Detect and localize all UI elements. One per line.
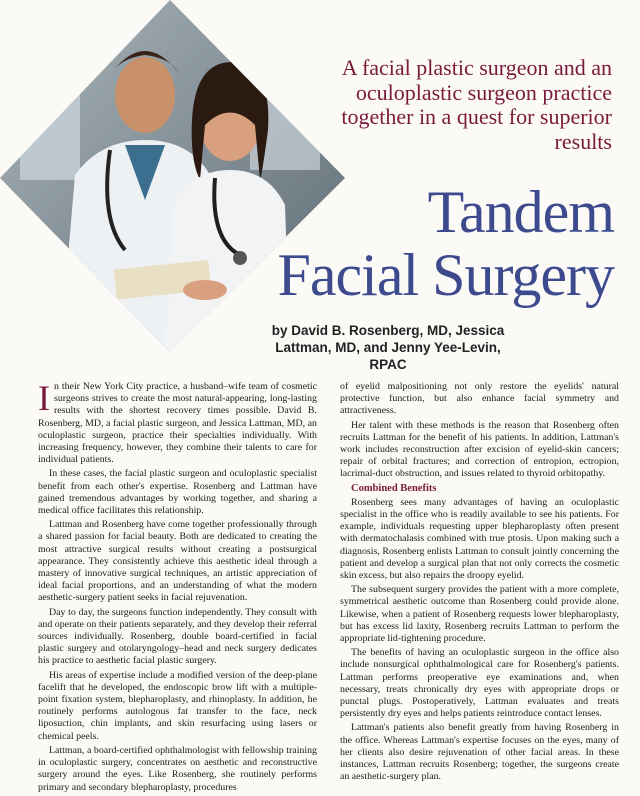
byline: by David B. Rosenberg, MD, Jessica Lattman, MD, and Jenny Yee-Levin, RPAC bbox=[271, 323, 505, 372]
paragraph: Lattman, a board-certified ophthalmologist with fellowship training in oculoplastic surgery, concentrates on aesthetic and reconstructive surgery around the eyes. Like Rosenberg, she routinely performs primary and secondary blepharoplasty, procedures bbox=[38, 744, 317, 793]
paragraph: Rosenberg sees many advantages of having an oculoplastic specialist in the office who is readily available to see his patients. For example, individuals requesting upper blepharoplasty often present with dermatochalasis combined with true ptosis. Upon making such a diagnosis, Rosenberg enlists Lattman to consult jointly concerning the patient and develop a surgical plan that not only corrects the cosmetic skin excess, but also repairs the droopy eyelid. bbox=[340, 496, 619, 582]
paragraph: His areas of expertise include a modified version of the deep-plane facelift that he developed, the endoscopic brow lift with a multiple-point fixation system, blepharoplasty, and rhinoplasty. In addition, he routinely performs autologous fat transfer to the face, neck liposuction, chin implants, and skin resurfacing using lasers or chemical peels. bbox=[38, 669, 317, 742]
article-column-1 bbox=[38, 378, 317, 796]
paragraph: Day to day, the surgeons function independently. They consult with and operate on their patients separately, and they develop their referral sources individually. Rosenberg, double board-certified in facial plastic surgery and otolaryngology–head and neck surgery dedicates his practice to aesthetic facial plastic surgery. bbox=[38, 606, 317, 667]
section-heading: Combined Benefits bbox=[351, 482, 437, 494]
paragraph: Her talent with these methods is the reason that Rosenberg often recruits Lattman for the benefit of his patients. In addition, Lattman's work includes reconstruction after excision of eyelid-skin cancers; repair of orbital fractures; and correction of entropion, ectropion, lacrimal-duct obstruction, and issues related to thyroid orbitopathy. bbox=[340, 419, 619, 480]
paragraph: The subsequent surgery provides the patient with a more complete, symmetrical aesthetic outcome than Rosenberg could provide alone. Likewise, when a patient of Rosenberg requests lower blepharoplasty, but has excess lid laxity, Rosenberg recruits Lattman to perform the appropriate lid-tightening procedure. bbox=[340, 584, 619, 645]
paragraph: In their New York City practice, a husband–wife team of cosmetic surgeons strives to create the most natural-appearing, long-lasting results with the shortest recovery times possible. David B. Rosenberg, MD, a facial plastic surgeon, and Jessica Lattman, MD, an oculoplastic surgeon, practice their specialties individually. With increasing frequency, however, they combine their talents to care for individual patients. bbox=[38, 378, 317, 466]
paragraph: Lattman and Rosenberg have come together professionally through a shared passion for facial beauty. Both are dedicated to creating the most attractive surgical results without creating a postsurgical appearance. They consistently achieve this aesthetic ideal through a mastery of innovative surgical techniques, an artistic appreciation of ideal facial proportions, and an understanding of what the modern aesthetic-surgery patient seeks in facial rejuvenation. bbox=[38, 519, 317, 604]
title-line-1: Tandem bbox=[427, 179, 614, 245]
paragraph: Lattman's patients also benefit greatly from having Rosenberg in the office. Whereas Lattman's expertise focuses on the eyes, many of her clients also desire rejuvenation of other facial areas. In these instances, Lattman recruits Rosenberg; together, the surgeons create an aesthetic-surgery plan. bbox=[340, 722, 619, 783]
drop-cap: I bbox=[38, 378, 50, 418]
paragraph: The benefits of having an oculoplastic surgeon in the office also include nonsurgical ophthalmological care for Rosenberg's patients. Lattman performs preoperative eye examinations and, when necessary, treats chronically dry eyes with appropriate drops or punctal plugs. Postoperatively, Lattman evaluates and treats persistently dry eyes and helps patients reintroduce contact lenses. bbox=[340, 647, 619, 720]
article-title bbox=[278, 180, 614, 306]
article-column-2 bbox=[340, 381, 619, 786]
paragraph: of eyelid malpositioning not only restore the eyelids' natural protective function, but also enhance facial symmetry and attractiveness. bbox=[340, 381, 619, 417]
article-tagline: A facial plastic surgeon and an oculoplastic surgeon practice together in a quest for superior results bbox=[341, 55, 612, 154]
paragraph: In these cases, the facial plastic surgeon and oculoplastic specialist benefit from each other's expertise. Rosenberg and Lattman have gained tremendous advantages by working together, and sharing a medical office facilitates this relationship. bbox=[38, 468, 317, 517]
title-line-2: Facial Surgery bbox=[277, 242, 614, 308]
